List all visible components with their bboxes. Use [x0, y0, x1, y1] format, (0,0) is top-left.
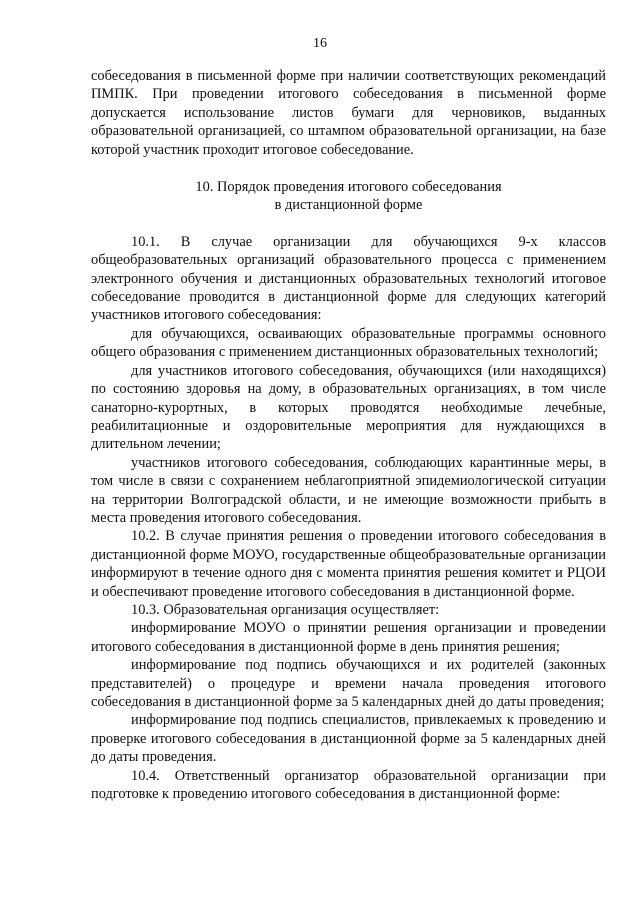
list-item-home-health: для участников итогового собеседования, обучающихся (или находящихся) по состоянию здоровья на дому, в образовательных организациях, в том числе санаторно-курортных, в которых проводятся необходимые лечебные, реабилитационные и оздоровительные мероприятия для нуждающихся в длительном лечении;: [91, 362, 606, 453]
section-heading: [91, 178, 606, 215]
list-item-quarantine: участников итогового собеседования, соблюдающих карантинные меры, в том числе в связи с сохранением неблагоприятной эпидемиологической ситуации на территории Волгоградской области, и не имеющие возможности прибыть в места проведения итогового собеседования.: [91, 454, 606, 526]
paragraph-10-1: 10.1. В случае организации для обучающихся 9-х классов общеобразовательных организаций образовательного процесса с применением электронного обучения и дистанционных образовательных технологий итоговое собеседование проводится в дистанционной форме для следующих категорий участников итогового собеседования:: [91, 233, 606, 324]
paragraph-10-3: 10.3. Образовательная организация осуществляет:: [131, 601, 440, 618]
list-item-inform-mouo: информирование МОУО о принятии решения организации и проведении итогового собеседования в дистанционной форме в день принятия решения;: [91, 620, 606, 655]
paragraph-10-4: 10.4. Ответственный организатор образовательной организации при подготовке к проведению итогового собеседования в дистанционной форме:: [91, 767, 606, 803]
document-body: [91, 67, 606, 803]
list-item-distance-students: для обучающихся, осваивающих образовательные программы основного общего образования с применением дистанционных образовательных технологий;: [91, 325, 606, 361]
page-number: 16: [313, 36, 327, 51]
section-heading-line-2: в дистанционной форме: [274, 197, 423, 214]
section-heading-line-1: 10. Порядок проведения итогового собеседования: [195, 179, 502, 196]
list-item-inform-students-parents: информирование под подпись обучающихся и их родителей (законных представителей) о процедуре и времени начала проведения итогового собеседования в дистанционной форме за 5 календарных дней до даты проведения;: [91, 657, 606, 710]
paragraph-10-2: 10.2. В случае принятия решения о проведении итогового собеседования в дистанционной форме МОУО, государственные общеобразовательные организации информируют в течение одного дня с момента принятия решения комитет и РЦОИ и обеспечивают проведение итогового собеседования в дистанционной форме.: [91, 528, 606, 600]
list-item-inform-specialists: информирование под подпись специалистов, привлекаемых к проведению и проверке итогового собеседования в дистанционной форме за 5 календарных дней до даты проведения.: [91, 712, 606, 766]
paragraph-continuation: собеседования в письменной форме при наличии соответствующих рекомендаций ПМПК. При проведении итогового собеседования в письменной форме допускается использование листов бумаги для черновиков, выданных образовательной организацией, со штампом образовательной организации, на базе которой участник проходит итоговое собеседование.: [91, 68, 606, 158]
